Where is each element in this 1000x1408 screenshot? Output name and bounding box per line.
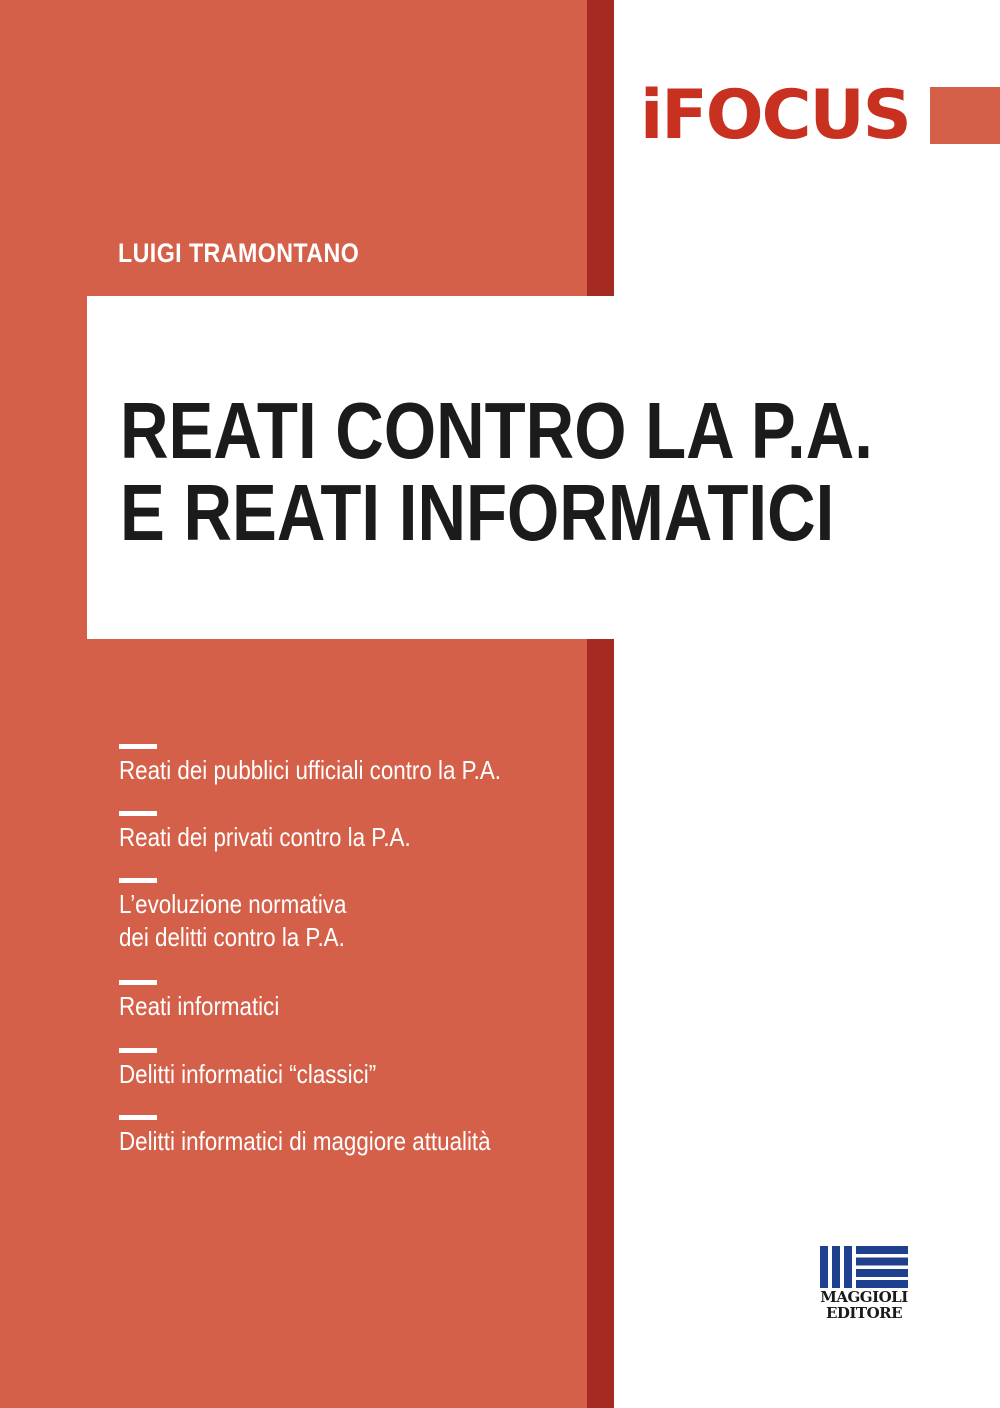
topic-text: Reati dei privati contro la P.A.: [119, 822, 411, 852]
series-logo: iFOCUS: [640, 76, 910, 155]
book-title: [120, 386, 873, 557]
topic-dash: [119, 1048, 157, 1053]
publisher-name-line-2: EDITORE: [825, 1304, 903, 1322]
topic-text: Reati dei pubblici ufficiali contro la P.A.: [119, 755, 502, 785]
book-title-line-2: E REATI INFORMATICI: [120, 468, 835, 557]
topic-dash: [119, 744, 157, 749]
author-name: LUIGI TRAMONTANO: [118, 238, 360, 268]
topic-text: Reati informatici: [119, 991, 280, 1021]
topic-text: Delitti informatici di maggiore attualità: [119, 1126, 491, 1156]
topic-text: dei delitti contro la P.A.: [119, 922, 345, 952]
publisher-name-line-1: MAGGIOLI: [820, 1288, 908, 1306]
publisher-name: [820, 1289, 908, 1321]
book-title-line-1: REATI CONTRO LA P.A.: [120, 386, 873, 475]
publisher-logo: [820, 1246, 908, 1322]
cover-dark-stripe: [587, 0, 614, 1408]
maggioli-logo-icon: [820, 1246, 908, 1288]
series-accent-bar: [930, 87, 1000, 144]
topic-dash: [119, 878, 157, 883]
topic-text: L’evoluzione normativa: [119, 889, 347, 919]
topic-dash: [119, 811, 157, 816]
topic-dash: [119, 980, 157, 985]
topic-dash: [119, 1115, 157, 1120]
topic-text: Delitti informatici “classici”: [119, 1059, 377, 1089]
